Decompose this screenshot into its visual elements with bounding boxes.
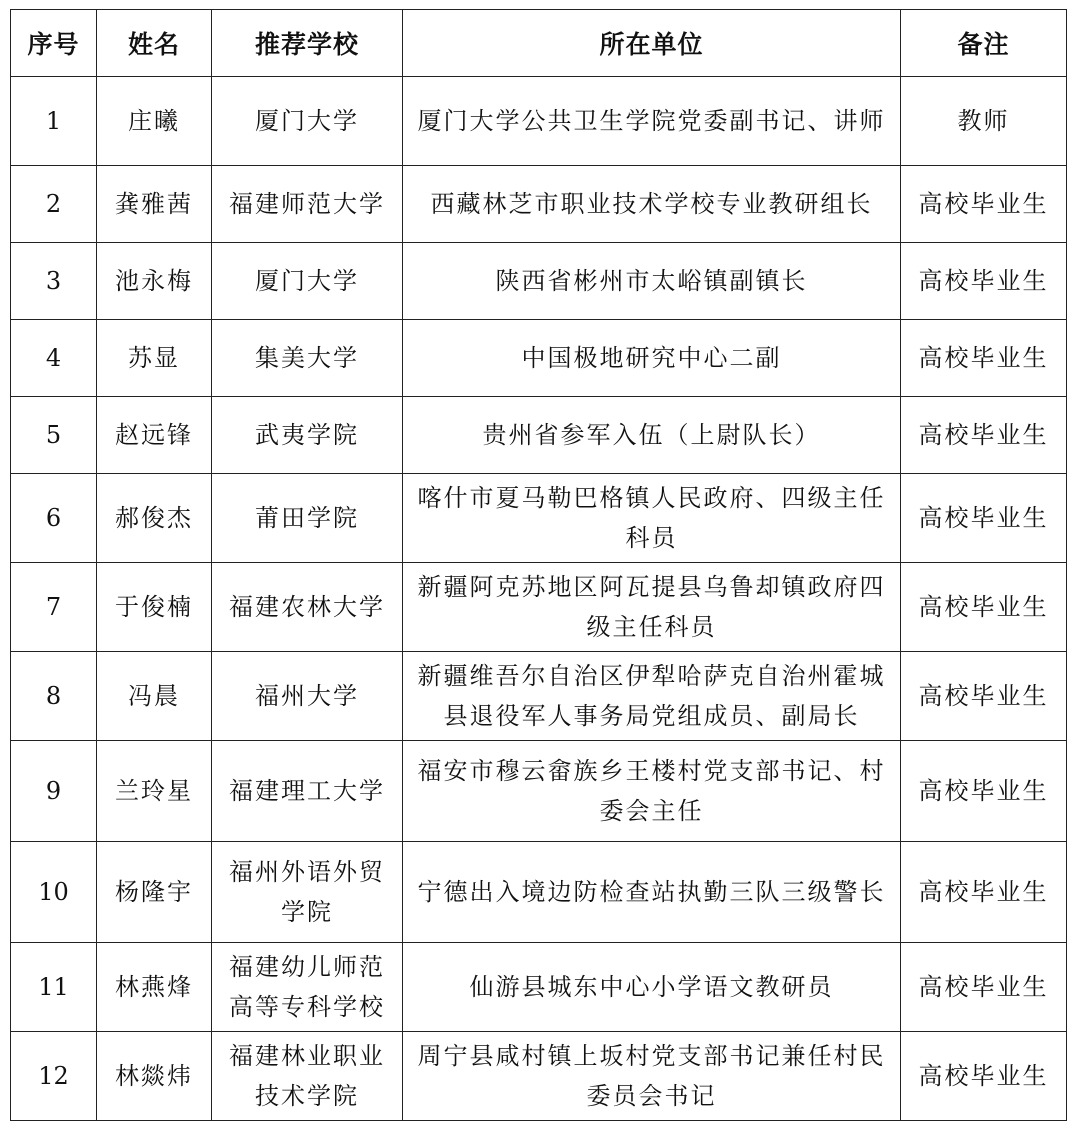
row-school: 福建林业职业技术学院 [212, 1032, 403, 1121]
row-no: 2 [11, 166, 97, 243]
row-unit: 福安市穆云畲族乡王楼村党支部书记、村委会主任 [403, 741, 901, 842]
table-row [11, 243, 1067, 320]
row-name: 冯晨 [97, 652, 212, 741]
row-name: 赵远锋 [97, 397, 212, 474]
row-name: 杨隆宇 [97, 842, 212, 943]
row-school: 福建农林大学 [212, 563, 403, 652]
row-no: 7 [11, 563, 97, 652]
row-note: 高校毕业生 [901, 842, 1067, 943]
row-no: 8 [11, 652, 97, 741]
row-school: 福建师范大学 [212, 166, 403, 243]
table-row [11, 563, 1067, 652]
row-unit: 周宁县咸村镇上坂村党支部书记兼任村民委员会书记 [403, 1032, 901, 1121]
row-name: 郝俊杰 [97, 474, 212, 563]
row-unit: 厦门大学公共卫生学院党委副书记、讲师 [403, 77, 901, 166]
header-row [11, 10, 1067, 77]
row-no: 4 [11, 320, 97, 397]
row-note: 高校毕业生 [901, 563, 1067, 652]
row-note: 高校毕业生 [901, 1032, 1067, 1121]
table-row [11, 652, 1067, 741]
row-school: 福州大学 [212, 652, 403, 741]
row-no: 12 [11, 1032, 97, 1121]
table-row [11, 741, 1067, 842]
table-row [11, 842, 1067, 943]
row-unit: 仙游县城东中心小学语文教研员 [403, 943, 901, 1032]
row-note: 高校毕业生 [901, 320, 1067, 397]
row-school: 莆田学院 [212, 474, 403, 563]
table-row [11, 474, 1067, 563]
row-note: 教师 [901, 77, 1067, 166]
table-row [11, 166, 1067, 243]
row-note: 高校毕业生 [901, 474, 1067, 563]
row-name: 于俊楠 [97, 563, 212, 652]
row-unit: 西藏林芝市职业技术学校专业教研组长 [403, 166, 901, 243]
row-no: 3 [11, 243, 97, 320]
header-name: 姓名 [97, 10, 212, 77]
row-name: 兰玲星 [97, 741, 212, 842]
row-note: 高校毕业生 [901, 652, 1067, 741]
table-row [11, 943, 1067, 1032]
header-school: 推荐学校 [212, 10, 403, 77]
row-note: 高校毕业生 [901, 166, 1067, 243]
row-note: 高校毕业生 [901, 943, 1067, 1032]
table-row [11, 1032, 1067, 1121]
row-name: 庄曦 [97, 77, 212, 166]
row-school: 厦门大学 [212, 77, 403, 166]
row-name: 林燚炜 [97, 1032, 212, 1121]
row-unit: 新疆维吾尔自治区伊犁哈萨克自治州霍城县退役军人事务局党组成员、副局长 [403, 652, 901, 741]
row-unit: 中国极地研究中心二副 [403, 320, 901, 397]
row-name: 林燕烽 [97, 943, 212, 1032]
row-school: 福州外语外贸学院 [212, 842, 403, 943]
row-school: 武夷学院 [212, 397, 403, 474]
row-school: 福建幼儿师范高等专科学校 [212, 943, 403, 1032]
row-no: 10 [11, 842, 97, 943]
row-name: 龚雅茜 [97, 166, 212, 243]
row-school: 厦门大学 [212, 243, 403, 320]
row-no: 1 [11, 77, 97, 166]
row-no: 11 [11, 943, 97, 1032]
row-name: 池永梅 [97, 243, 212, 320]
row-unit: 宁德出入境边防检查站执勤三队三级警长 [403, 842, 901, 943]
header-no: 序号 [11, 10, 97, 77]
row-note: 高校毕业生 [901, 741, 1067, 842]
row-unit: 新疆阿克苏地区阿瓦提县乌鲁却镇政府四级主任科员 [403, 563, 901, 652]
row-note: 高校毕业生 [901, 397, 1067, 474]
row-no: 5 [11, 397, 97, 474]
row-school: 福建理工大学 [212, 741, 403, 842]
row-unit: 贵州省参军入伍（上尉队长） [403, 397, 901, 474]
header-unit: 所在单位 [403, 10, 901, 77]
row-no: 6 [11, 474, 97, 563]
row-no: 9 [11, 741, 97, 842]
row-school: 集美大学 [212, 320, 403, 397]
row-name: 苏显 [97, 320, 212, 397]
row-unit: 喀什市夏马勒巴格镇人民政府、四级主任科员 [403, 474, 901, 563]
table-row [11, 320, 1067, 397]
header-note: 备注 [901, 10, 1067, 77]
table-row [11, 77, 1067, 166]
table-row [11, 397, 1067, 474]
row-unit: 陕西省彬州市太峪镇副镇长 [403, 243, 901, 320]
row-note: 高校毕业生 [901, 243, 1067, 320]
personnel-table [10, 9, 1067, 1121]
